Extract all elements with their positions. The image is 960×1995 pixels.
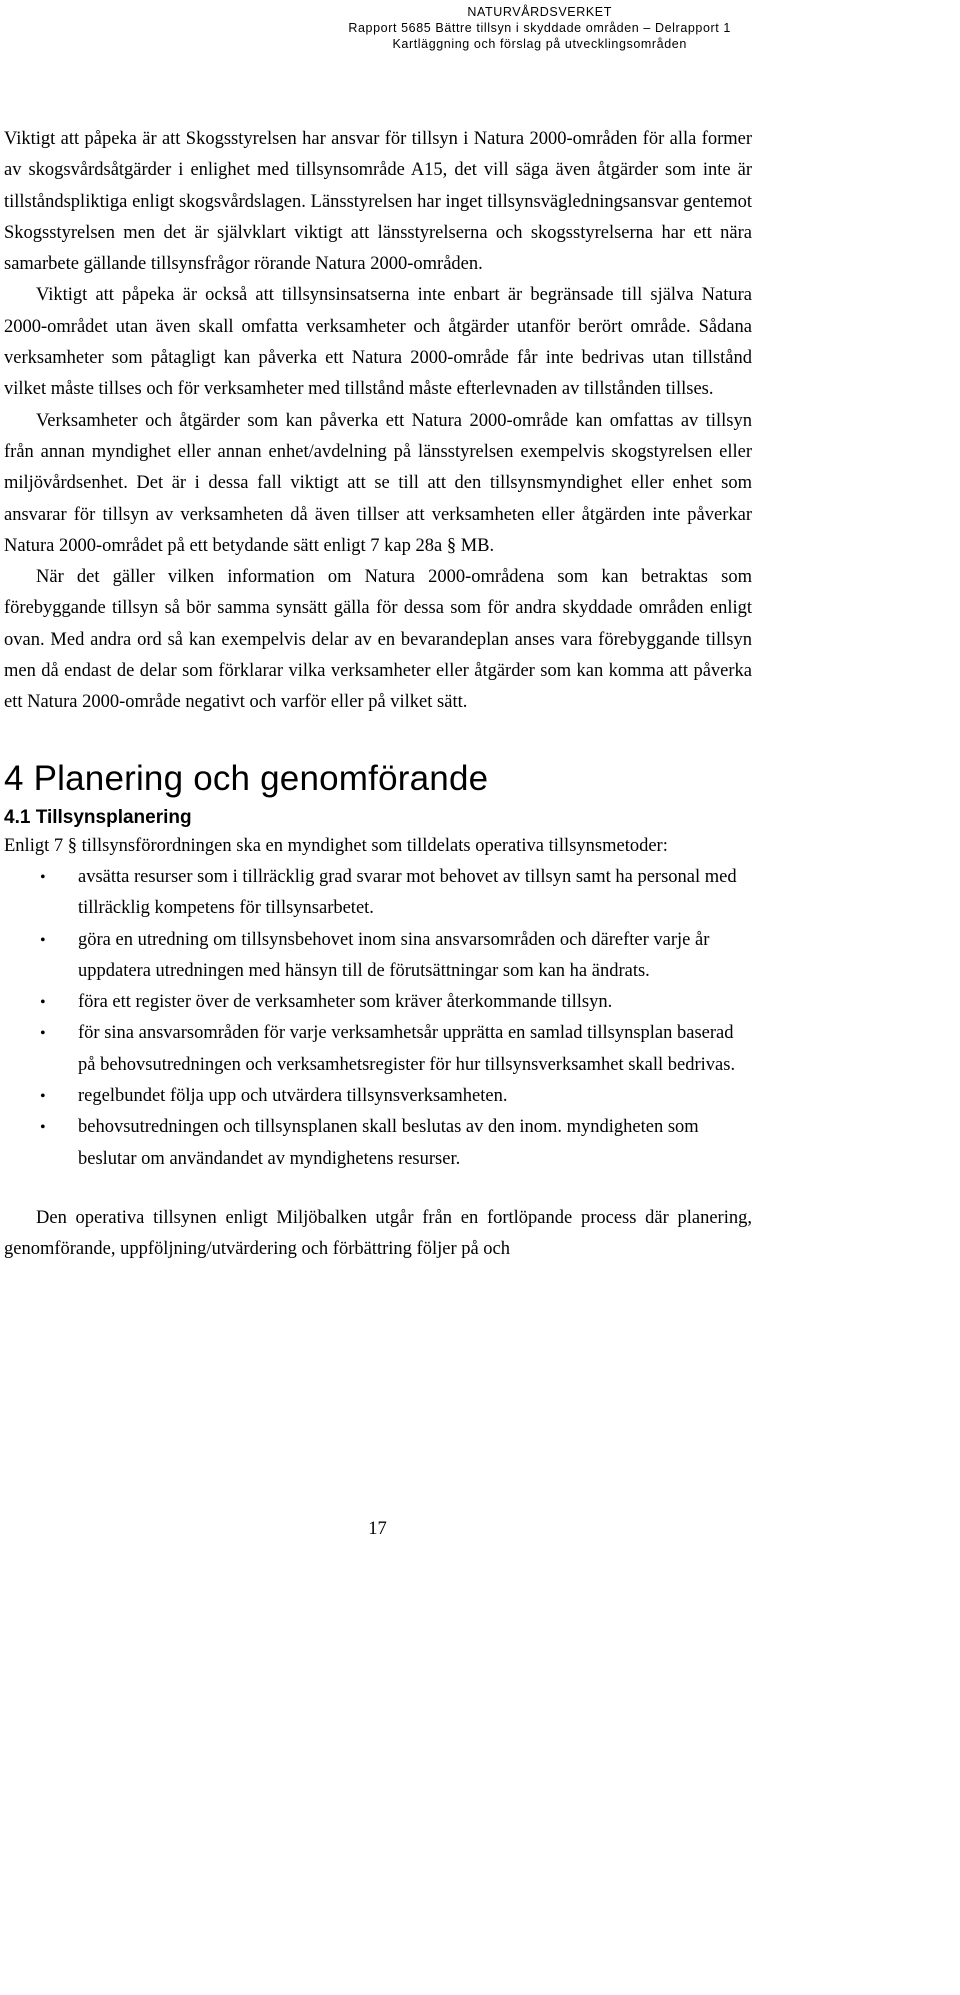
page-number: 17 [368, 1519, 387, 1539]
list-item [40, 1112, 752, 1175]
list-item [40, 862, 752, 925]
page-header [348, 4, 731, 52]
bullet-icon: • [40, 994, 46, 1012]
list-item [40, 987, 752, 1018]
list-item [40, 925, 752, 988]
bullet-icon: • [40, 1119, 46, 1137]
closing-paragraph: Den operativa tillsynen enligt Miljöbalken utgår från en fortlöpande process där planering, genomförande, uppföljning/utvärdering och förbättring följer på och [4, 1207, 752, 1260]
subsection-heading: 4.1 Tillsynsplanering [4, 806, 192, 828]
bullet-icon: • [40, 868, 46, 886]
bullet-icon: • [40, 1088, 46, 1106]
list-item-text: avsätta resurser som i tillräcklig grad svarar mot behovet av tillsyn samt ha personal med tillräcklig kompetens för tillsynsarbetet. [78, 866, 737, 919]
list-item-text: behovsutredningen och tillsynsplanen skall beslutas av den inom. myndigheten som beslutar om användandet av myndighetens resurser. [78, 1117, 699, 1169]
section-heading: 4 Planering och genomförande [4, 758, 489, 798]
paragraph-forebyggande: När det gäller vilken information om Natura 2000-områdena som kan betraktas som förebyggande tillsyn så bör samma synsätt gälla för dessa som för andra skyddade områden enligt ovan. Med andra ord så kan exempelvis delar av en bevarandeplan anses vara förebyggande tillsyn men då endast de delar som förklarar vilka verksamheter eller åtgärder som kan komma att påverka ett Natura 2000-område negativt och varför eller på vilket sätt. [4, 567, 752, 713]
list-item-text: för sina ansvarsområden för varje verksamhetsår upprätta en samlad tillsynsplan baserad på behovsutredningen och verksamhetsregister för hur tillsynsverksamhet skall bedrivas. [78, 1023, 736, 1075]
document-body [4, 124, 752, 1266]
bullet-icon: • [40, 931, 46, 949]
list-item [40, 1018, 752, 1081]
bullet-icon: • [40, 1025, 46, 1043]
list-item-text: föra ett register över de verksamheter som kräver återkommande tillsyn. [78, 992, 613, 1013]
spacer [4, 1175, 752, 1203]
bullet-list [4, 862, 752, 1175]
paragraph-verksamheter: Verksamheter och åtgärder som kan påverka ett Natura 2000-område kan omfattas av tillsyn från annan myndighet eller annan enhet/avdelning på länsstyrelsen exempelvis skogstyrelsen eller miljövårdsenhet. Det är i dessa fall viktigt att se till att den tillsynsmyndighet eller enhet som ansvarar för tillsyn av verksamheten då även tillser att verksamheten eller åtgärden inte påverkar Natura 2000-området på ett betydande sätt enligt 7 kap 28a § MB. [4, 410, 752, 556]
list-item-text: regelbundet följa upp och utvärdera tillsynsverksamheten. [78, 1086, 508, 1107]
header-subtitle: Kartläggning och förslag på utvecklingsområden [392, 37, 687, 51]
header-org: NATURVÅRDSVERKET [467, 5, 612, 19]
header-report-line: Rapport 5685 Bättre tillsyn i skyddade områden – Delrapport 1 [348, 21, 731, 35]
list-item [40, 1081, 752, 1112]
paragraph-tillsynsinsatser: Viktigt att påpeka är också att tillsynsinsatserna inte enbart är begränsade till själva Natura 2000-området utan även skall omfatta verksamheter och åtgärder utanför berört område. Sådana verksamheter som påtagligt kan påverka ett Natura 2000-område får inte bedrivas utan tillstånd vilket måste tillses och för verksamheter med tillstånd måste efterlevnaden av tillstånden tillses. [4, 285, 752, 400]
list-item-text: göra en utredning om tillsynsbehovet inom sina ansvarsområden och därefter varje år uppdatera utredningen med hänsyn till de förutsättningar som kan ha ändrats. [78, 929, 710, 981]
paragraph-skogsstyrelsen: Viktigt att påpeka är att Skogsstyrelsen har ansvar för tillsyn i Natura 2000-områden för alla former av skogsvårdsåtgärder i enlighet med tillsynsområde A15, det vill säga även åtgärder som inte är tillståndspliktiga enligt skogsvårdslagen. Länsstyrelsen har inget tillsynsvägledningsansvar gentemot Skogsstyrelsen men det är självklart viktigt att länsstyrelserna och skogsstyrelserna har ett nära samarbete gällande tillsynsfrågor rörande Natura 2000-områden. [4, 129, 752, 275]
list-intro: Enligt 7 § tillsynsförordningen ska en myndighet som tilldelats operativa tillsynsmetoder: [4, 835, 668, 856]
